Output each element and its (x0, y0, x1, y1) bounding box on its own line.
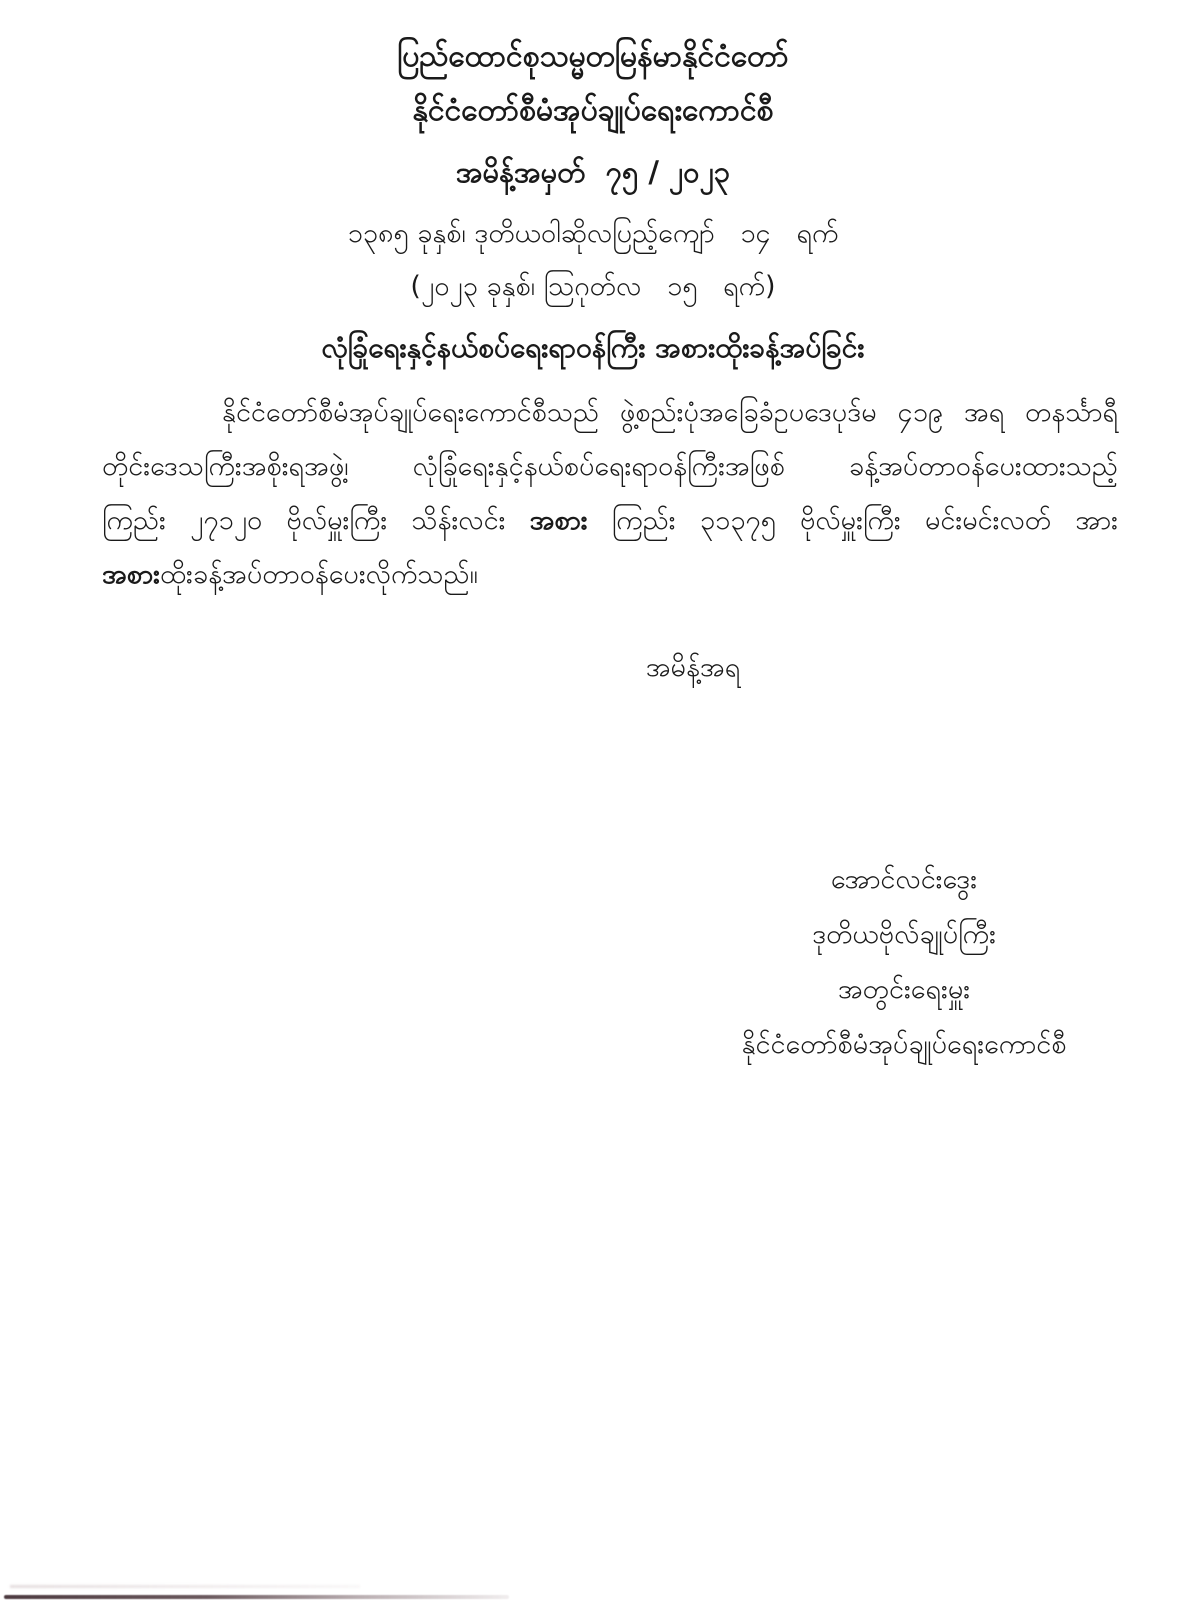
signature-block (608, 852, 1186, 1072)
signatory-position: အတွင်းရေးမှူး (837, 974, 971, 1005)
gregorian-date: (၂၀၂၃ ခုနှစ်၊ ဩဂုတ်လ ၁၅ ရက်) (410, 271, 776, 302)
order-number: အမိန့်အမှတ် ၇၅ / ၂၀၂၃ (455, 155, 731, 189)
signatory-rank: ဒုတိယဗိုလ်ချုပ်ကြီး (812, 919, 996, 950)
scan-artifact-smudge (10, 1585, 360, 1588)
signatory-organization: နိုင်ငံတော်စီမံအုပ်ချုပ်ရေးကောင်စီ (741, 1029, 1067, 1060)
order-body (102, 386, 1118, 602)
body-line-4: အစားထိုးခန့်အပ်တာဝန်ပေးလိုက်သည်။ (102, 559, 478, 590)
order-subject: လုံခြုံရေးနှင့်နယ်စပ်ရေးရာဝန်ကြီး အစားထိုးခန့်အပ်ခြင်း (321, 331, 865, 364)
scan-artifact-line (4, 1595, 509, 1599)
body-line-2: တိုင်းဒေသကြီးအစိုးရအဖွဲ့၊ လုံခြုံရေးနှင့်နယ်စပ်ရေးရာဝန်ကြီးအဖြစ် ခန့်အပ်တာဝန်ပေးထားသည့် (102, 451, 1118, 482)
signatory-name: အောင်လင်းဒွေး (830, 864, 978, 895)
country-header: ပြည်ထောင်စုသမ္မတမြန်မာနိုင်ငံတော် (397, 39, 789, 74)
body-line-3: ကြည်း ၂၇၁၂၀ ဗိုလ်မှူးကြီး သိန်းလင်း အစား ကြည်း ၃၁၃၇၅ ဗိုလ်မှူးကြီး မင်းမင်းလတ် အား (102, 505, 1118, 536)
body-line-1: နိုင်ငံတော်စီမံအုပ်ချုပ်ရေးကောင်စီသည် ဖွဲ့စည်းပုံအခြေခံဥပဒေပုဒ်မ ၄၁၉ အရ တနင်္သာရီ (222, 397, 1118, 428)
by-order-label: အမိန့်အရ (645, 652, 741, 683)
council-header: နိုင်ငံတော်စီမံအုပ်ချုပ်ရေးကောင်စီ (412, 93, 774, 128)
myanmar-calendar-date: ၁၃၈၅ ခုနှစ်၊ ဒုတိယဝါဆိုလပြည့်ကျော် ၁၄ ရက် (347, 218, 839, 249)
